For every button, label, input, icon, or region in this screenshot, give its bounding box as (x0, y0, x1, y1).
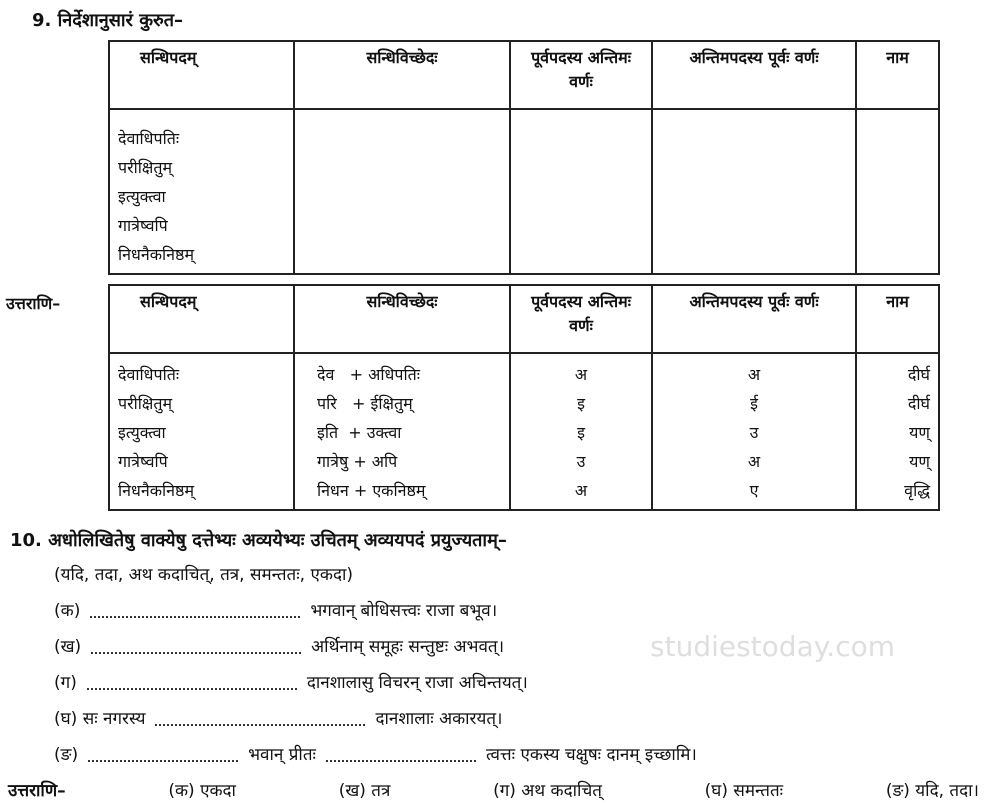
viccheda: देव + अधिपतिः (317, 365, 420, 384)
blank-cell[interactable] (856, 109, 939, 274)
purva: अ (574, 365, 588, 384)
word: देवाधिपतिः (118, 129, 180, 148)
answer: (ङ) यदि, तदा। (885, 781, 979, 801)
nama: वृद्धि (904, 481, 930, 500)
item-label: (ङ) (54, 745, 79, 765)
antima: अ (747, 365, 761, 384)
blank-cell[interactable] (652, 109, 856, 274)
q9-table (108, 40, 940, 275)
viccheda: निधन + एकनिष्ठम् (317, 481, 426, 500)
blank-field[interactable] (91, 640, 301, 654)
watermark: studiestoday.com (650, 630, 895, 663)
blank-cell[interactable] (510, 109, 652, 274)
blank-field[interactable] (90, 604, 300, 618)
nama: यण् (909, 452, 930, 471)
blank-cell[interactable] (294, 109, 510, 274)
item-label: (घ) (54, 709, 78, 729)
answer: (क) एकदा (168, 781, 236, 801)
pada: निधनैकनिष्ठम् (118, 481, 195, 500)
q10-options: (यदि, तदा, अथ कदाचित्, तत्र, समन्ततः, एकदा) (54, 565, 354, 585)
pada-cell (109, 353, 294, 510)
antima: ई (750, 394, 758, 413)
item-text2: त्वत्तः एकस्य चक्षुषः दानम् इच्छामि। (485, 745, 697, 765)
word: इत्युक्त्वा (118, 187, 166, 206)
nama: दीर्घ (907, 365, 930, 384)
purva: अ (574, 481, 588, 500)
viccheda: गात्रेषु + अपि (317, 452, 398, 471)
antima: उ (749, 423, 759, 442)
q10-item (54, 598, 497, 621)
q10-item (54, 670, 528, 693)
blank-field[interactable] (87, 676, 297, 690)
item-text: अर्थिनाम् समूहः सन्तुष्टः अभवत्। (311, 637, 505, 657)
header-purva: पूर्वपदस्य अन्तिमः वर्णः (510, 285, 652, 353)
header-antima: अन्तिमपदस्य पूर्वः वर्णः (652, 41, 856, 109)
item-text: भगवान् बोधिसत्त्वः राजा बभूव। (310, 601, 498, 621)
table-header-row (109, 285, 939, 353)
viccheda: इति + उक्त्वा (317, 423, 402, 442)
q10-item (54, 742, 697, 765)
answer: (घ) समन्ततः (704, 781, 784, 801)
answer: (ग) अथ कदाचित् (493, 781, 602, 801)
words-cell (109, 109, 294, 274)
q10-title: 10. अधोलिखितेषु वाक्येषु दत्तेभ्यः अव्ययेभ्यः उचितम् अव्ययपदं प्रयुज्यताम्– (10, 530, 507, 551)
blank-field[interactable] (155, 712, 365, 726)
q10-item (54, 634, 504, 657)
antima: ए (749, 481, 759, 500)
purva: इ (577, 423, 585, 442)
nama-cell (856, 353, 939, 510)
item-pre: सः नगरस्य (82, 709, 146, 729)
header-sandhipada: सन्धिपदम् (109, 41, 294, 109)
nama: दीर्घ (907, 394, 930, 413)
header-nama: नाम (856, 285, 939, 353)
pada: देवाधिपतिः (118, 365, 180, 384)
item-label: (ग) (54, 673, 77, 693)
q10-answers-label: उत्तराणि– (8, 781, 66, 801)
word: गात्रेष्वपि (118, 216, 168, 235)
pada: इत्युक्त्वा (118, 423, 166, 442)
header-viccheda: सन्धिविच्छेदः (294, 41, 510, 109)
table-row (109, 109, 939, 274)
q10-answers (8, 778, 979, 801)
item-text: दानशालासु विचरन् राजा अचिन्तयत्। (306, 673, 528, 693)
table-header-row (109, 41, 939, 109)
item-text: भवान् प्रीतः (248, 745, 316, 765)
blank-field[interactable] (88, 748, 238, 762)
q9-title: 9. निर्देशानुसारं कुरुत– (32, 10, 184, 31)
viccheda-cell (294, 353, 510, 510)
item-text: दानशालाः अकारयत्। (375, 709, 503, 729)
answers-label: उत्तराणि– (6, 294, 61, 313)
viccheda: परि + ईक्षितुम् (317, 394, 413, 413)
header-antima: अन्तिमपदस्य पूर्वः वर्णः (652, 285, 856, 353)
purva: इ (577, 394, 585, 413)
word: परीक्षितुम् (118, 158, 173, 177)
header-purva: पूर्वपदस्य अन्तिमः वर्णः (510, 41, 652, 109)
antima: अ (747, 452, 761, 471)
answer: (ख) तत्र (338, 781, 391, 801)
header-nama: नाम (856, 41, 939, 109)
q10-item (54, 706, 502, 729)
pada: गात्रेष्वपि (118, 452, 168, 471)
table-row (109, 353, 939, 510)
antima-cell (652, 353, 856, 510)
purva: उ (576, 452, 586, 471)
pada: परीक्षितुम् (118, 394, 173, 413)
blank-field[interactable] (326, 748, 476, 762)
word: निधनैकनिष्ठम् (118, 245, 195, 264)
nama: यण् (909, 423, 930, 442)
header-sandhipada: सन्धिपदम् (109, 285, 294, 353)
q9-answer-table (108, 284, 940, 511)
header-viccheda: सन्धिविच्छेदः (294, 285, 510, 353)
purva-cell (510, 353, 652, 510)
item-label: (क) (54, 601, 81, 621)
item-label: (ख) (54, 637, 82, 657)
